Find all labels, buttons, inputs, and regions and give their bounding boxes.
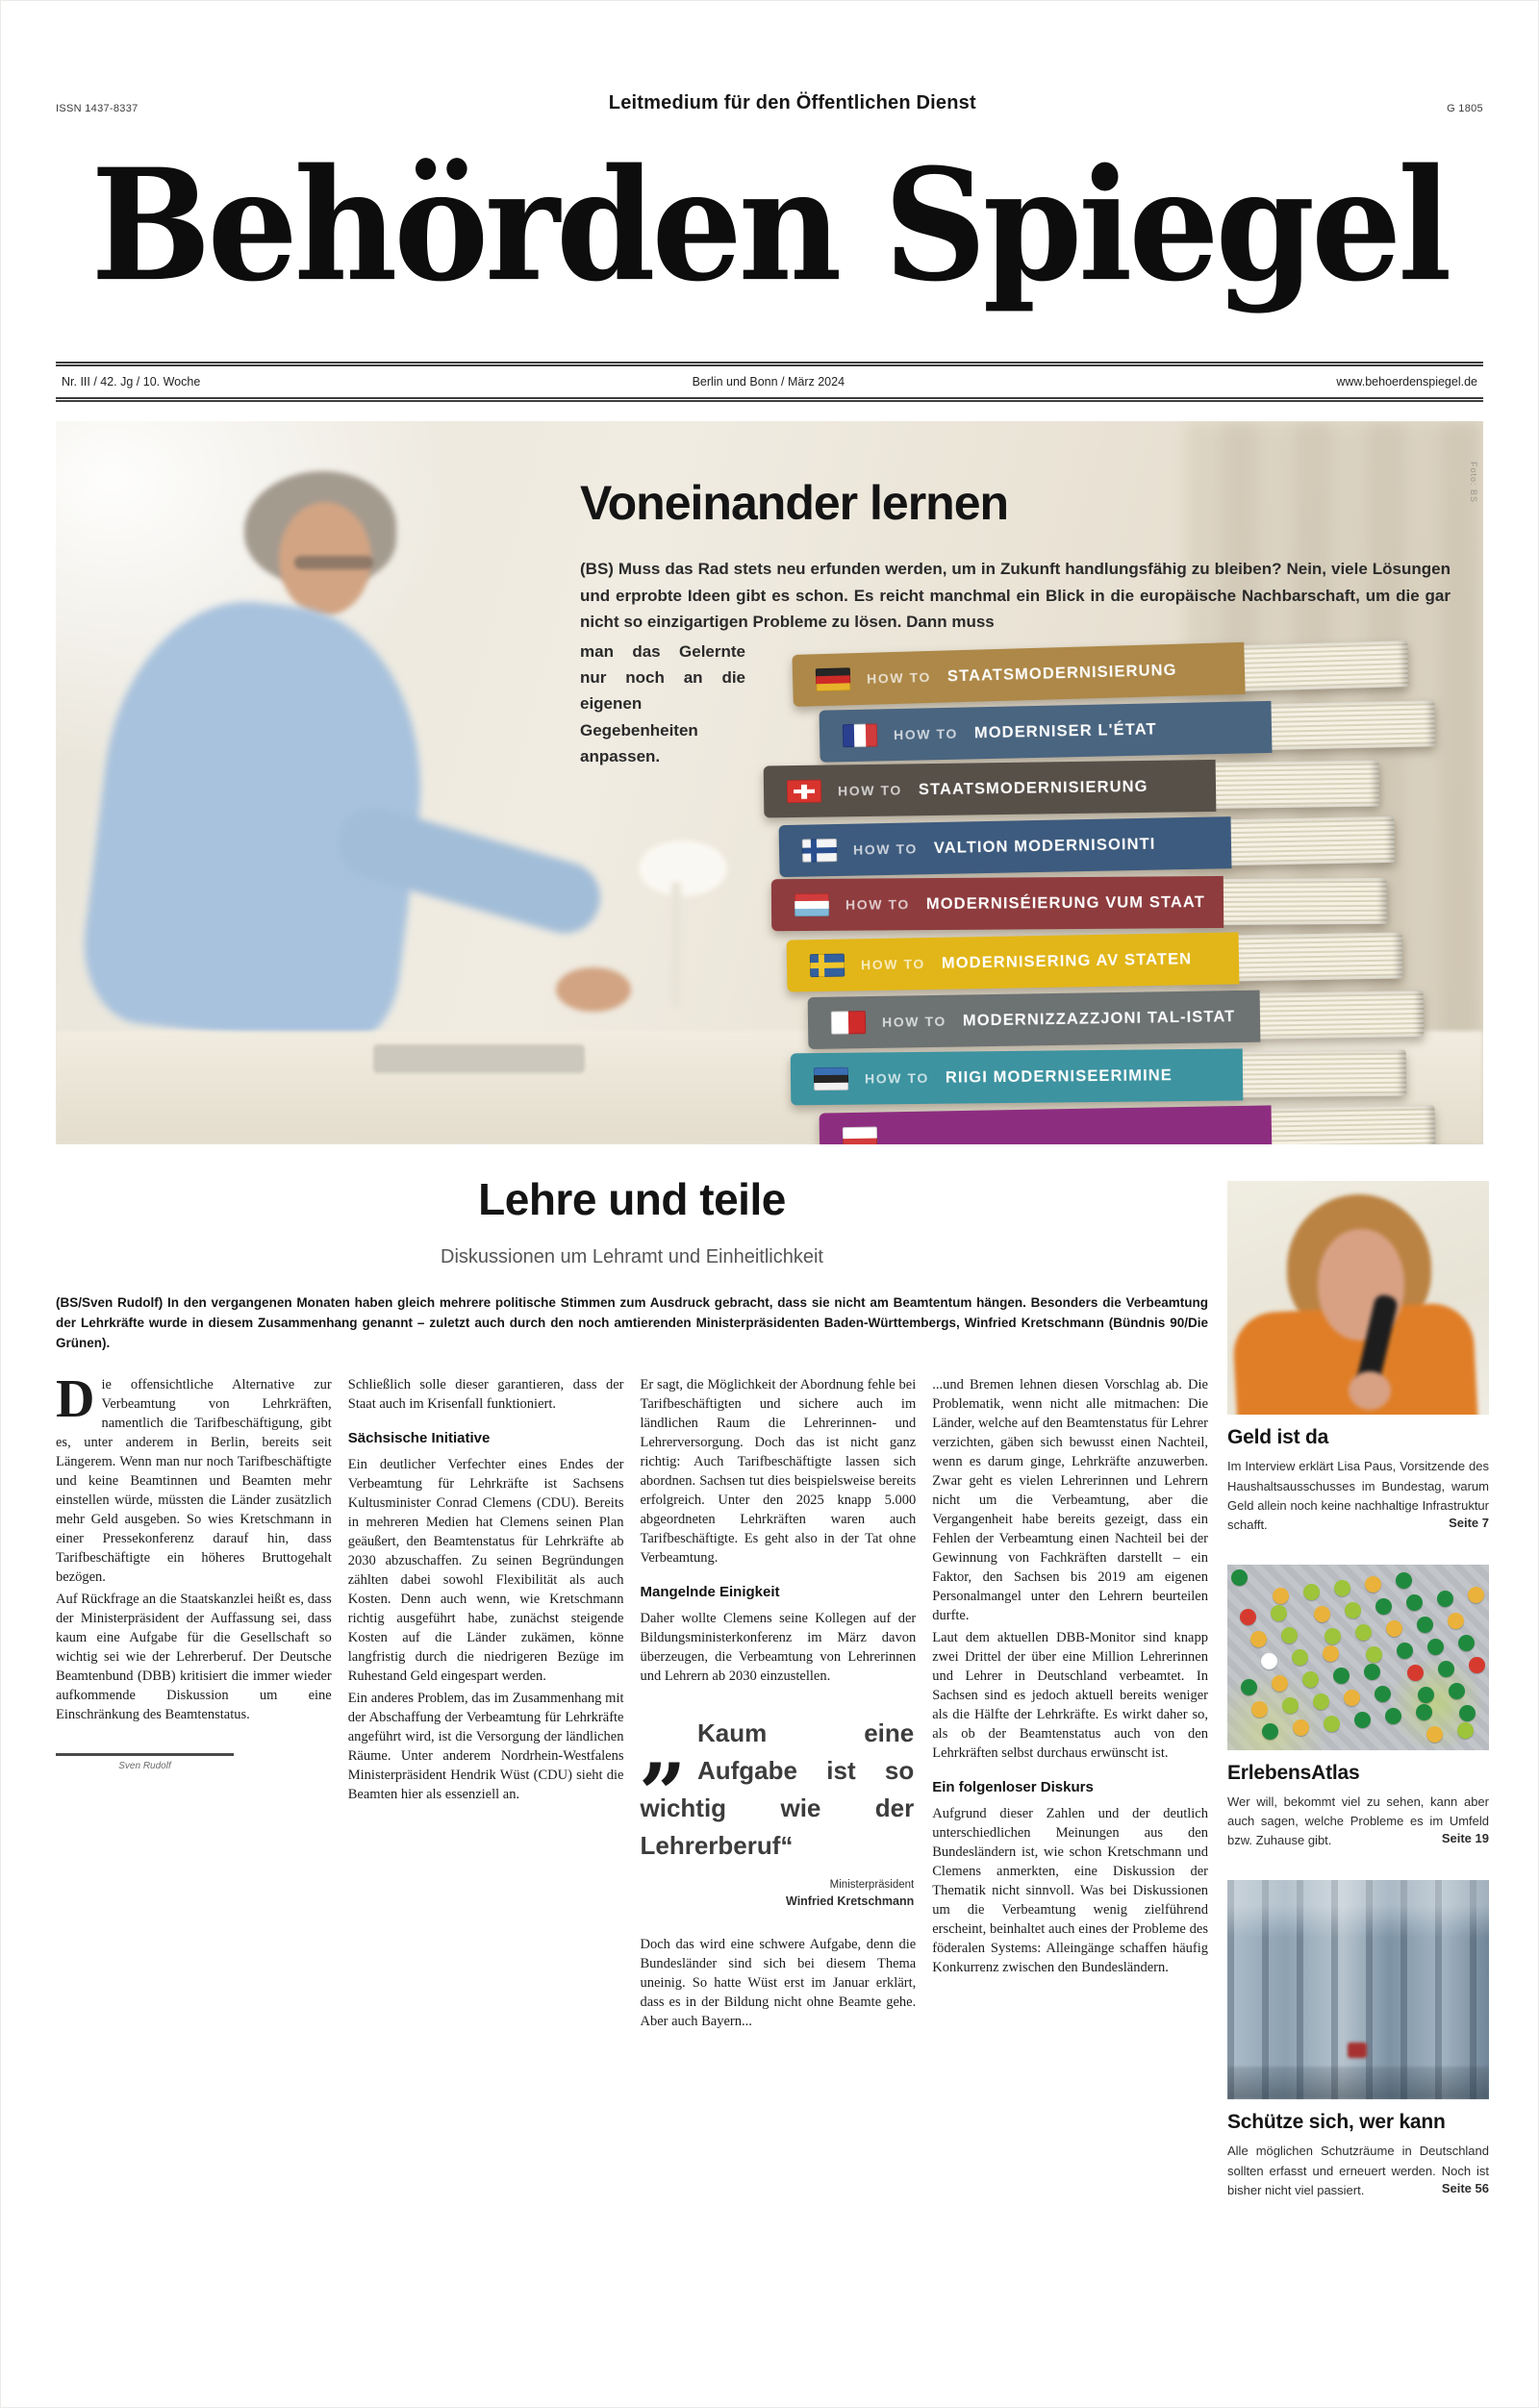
dateline-place-date: Berlin und Bonn / März 2024 — [692, 375, 845, 389]
sidebar-teasers — [1227, 1173, 1489, 2318]
book-pages — [1271, 701, 1435, 751]
article-column-1 — [56, 1369, 332, 2318]
book-spine — [808, 991, 1261, 1049]
teaser-geld-ist-da — [1227, 1181, 1489, 1530]
map-dot-icon — [1448, 1613, 1464, 1629]
map-dot-icon — [1344, 1690, 1360, 1706]
book-howto-label: HOW TO — [864, 1070, 929, 1087]
paragraph: Daher wollte Clemens seine Kollegen auf der Bildungsministerkonferenz im März davon überzeugen, die Verbeamtung von Lehrerinnen und Lehrern ab 2030 einzustellen. — [640, 1610, 917, 1684]
map-dot-icon — [1314, 1606, 1330, 1622]
map-dot-icon — [1282, 1697, 1299, 1714]
book-title: MODERNISÉIERUNG VUM STAAT — [925, 892, 1205, 914]
article-intro: (BS/Sven Rudolf) In den vergangenen Monaten haben gleich mehrere politische Stimmen zum Ausdruck gebracht, dass sie nicht am Beamtentum hängen. Besonders die Verbeamtung der Lehrkräfte wurde in diesem Zusammenhang genannt – zuletzt auch durch den noch amtierenden Ministerpräsidenten Baden-Württembergs, Winfried Kretschmann (Bündnis 90/Die Grünen). — [56, 1295, 1208, 1351]
paragraph: ...und Bremen lehnen diesen Vorschlag ab. Die Problematik, wenn nicht alle mitmachen: Die Länder, welche auf den Beamtenstatus für Lehrer verzichten, gäben sich bewusst einen Nachteil, wenn es darum ginge, Lehrkräfte anzuwerben. Zwar geht es vielen Lehrerinnen und Lehrern nicht um die Verbeamtung, aber die Vergangenheit habe bereits gezeigt, dass ein Fehlen der Verbeamtung einen Nachteil bei der Gewinnung von Fachkräften darstellt – ein Faktor, den Sachsen bis 2019 am eigenen Personalmangel unter den Lehrern beurteilen durfte. — [932, 1377, 1208, 1624]
book-howto-label: HOW TO — [837, 782, 903, 799]
map-dot-icon — [1241, 1679, 1257, 1695]
map-dot-icon — [1396, 1572, 1412, 1589]
map-dot-icon — [1416, 1704, 1432, 1720]
book-sweden — [787, 930, 1403, 992]
map-dot-icon — [1292, 1649, 1308, 1666]
article-column-3 — [641, 1375, 917, 2318]
subhead-ein-folgenloser-diskurs: Ein folgenloser Diskurs — [932, 1779, 1094, 1796]
bunker-floor-shape — [1227, 2067, 1489, 2099]
pull-quote — [640, 1697, 915, 1910]
lamp-stem-shape — [671, 883, 681, 1008]
map-dot-icon — [1427, 1639, 1444, 1655]
map-dot-icon — [1231, 1569, 1248, 1586]
article-column-4 — [932, 1375, 1208, 2318]
tagline: Leitmedium für den Öffentlichen Dienst — [608, 92, 976, 113]
book-pages — [1224, 878, 1387, 925]
germany-flag-icon — [816, 668, 851, 692]
map-dot-icon — [1302, 1671, 1319, 1688]
page-reference: Seite 56 — [1441, 2180, 1489, 2195]
map-dot-icon — [1334, 1580, 1350, 1596]
book-france — [820, 698, 1436, 763]
map-dot-icon — [1355, 1624, 1372, 1641]
quote-mark-icon: „ — [640, 1697, 688, 1795]
teaser-photo-lisa-paus — [1227, 1181, 1489, 1415]
book-title: MODERNISERING AV STATEN — [941, 950, 1193, 972]
book-pages — [1216, 761, 1380, 809]
map-dot-icon — [1313, 1693, 1329, 1710]
map-dot-icon — [1449, 1683, 1465, 1699]
quote-text: Kaum eine Aufgabe ist so wichtig wie der Lehrerberuf“ — [640, 1718, 915, 1860]
book-howto-label: HOW TO — [860, 956, 926, 973]
hero-headline: Voneinander lernen — [580, 476, 1009, 531]
dateline-website: www.behoerdenspiegel.de — [1336, 375, 1477, 389]
book-title: STAATSMODERNISIERUNG — [946, 661, 1177, 686]
lower-section — [56, 1173, 1489, 2318]
book-howto-label: HOW TO — [852, 840, 919, 859]
teaser-erlebensatlas — [1227, 1565, 1489, 1848]
book-finland — [779, 814, 1396, 877]
teaser-heading: Geld ist da — [1227, 1426, 1329, 1449]
top-strip — [0, 0, 1539, 114]
map-dot-icon — [1437, 1591, 1453, 1607]
switzerland-flag-icon — [787, 780, 821, 804]
france-flag-icon — [843, 724, 877, 748]
teaser-bunker-image — [1227, 1880, 1489, 2099]
map-dot-icon — [1417, 1617, 1433, 1633]
map-dot-icon — [1375, 1598, 1392, 1615]
book-title: MODERNIZZAZZJONI TAL-ISTAT — [962, 1007, 1236, 1030]
subhead-saechsische-initiative: Sächsische Initiative — [347, 1430, 491, 1447]
map-dot-icon — [1407, 1665, 1424, 1681]
map-dot-icon — [1333, 1668, 1350, 1684]
map-dot-icon — [1272, 1675, 1288, 1692]
map-dot-icon — [1386, 1620, 1402, 1637]
map-dot-icon — [1406, 1594, 1423, 1611]
book-switzerland — [764, 758, 1380, 818]
book-title: STAATSMODERNISIERUNG — [918, 777, 1148, 799]
book-title: RIIGI MODERNISEERIMINE — [945, 1066, 1173, 1087]
teaser-map-image — [1227, 1565, 1489, 1750]
map-dot-icon — [1345, 1602, 1361, 1618]
map-dot-icon — [1418, 1687, 1434, 1703]
book-malta — [808, 988, 1425, 1049]
paragraph: Ein deutlicher Verfechter eines Endes der Verbeamtung für Lehrkräfte ist Sachsens Kultusminister Conrad Clemens (CDU). Bereits in mehreren Medien hat Clemens seinen Plan geäußert, den Beamtenstatus für Lehrkräfte ab 2030 abzuschaffen. Zu seinen Begründungen zählten dabei sowohl Flexibilität als auch Kosten. Denn auch wenn, wie Kretschmann richtig ausgeführt habe, zunächst steigende Kosten auf die Länder zukämen, könne langfristig durch die niedrigeren Bezüge im Ruhestand Geld eingespart werden. — [347, 1456, 624, 1684]
paragraph: Ein anderes Problem, das im Zusammenhang mit der Abschaffung der Verbeamtung für Lehrkräfte angeführt wird, ist die Versorgung der ländlichen Räume. Unter anderem Nordrhein-Westfalens Ministerpräsident Hendrik Wüst (CDU) sieht die Beamten hier als essenziell an. — [347, 1690, 624, 1802]
map-dot-icon — [1323, 1645, 1339, 1662]
desk-lamp-shape — [639, 840, 727, 896]
article-title: Lehre und teile — [478, 1174, 786, 1225]
map-dot-icon — [1251, 1701, 1268, 1718]
teaser-heading: Schütze sich, wer kann — [1227, 2111, 1446, 2134]
malta-flag-icon — [831, 1011, 866, 1035]
map-dot-icon — [1366, 1646, 1382, 1663]
book-howto-label: HOW TO — [881, 1014, 947, 1031]
partial-flag-icon — [843, 1127, 877, 1144]
map-dot-icon — [1457, 1722, 1474, 1739]
book-pages — [1239, 933, 1403, 982]
paragraph: Doch das wird eine schwere Aufgabe, denn die Bundesländer sind sich bei diesem Thema uneinig. So hatte Wüst erst im Januar erklärt, dass es in der Bildung nicht ohne Beamte gehe. Aber auch Bayern... — [640, 1936, 917, 2029]
map-dot-icon — [1468, 1587, 1484, 1603]
man-hand-shape — [556, 967, 631, 1012]
issn-label: ISSN 1437-8337 — [56, 103, 139, 114]
book-spine — [787, 933, 1240, 992]
book-title: MODERNISER L'ÉTAT — [973, 720, 1157, 742]
book-stack — [764, 646, 1400, 1144]
teaser-text: Im Interview erklärt Lisa Paus, Vorsitzende des Haushaltsausschusses im Bundestag, warum Geld allein noch keine nachhaltige Infrastruktur schafft. — [1227, 1459, 1489, 1532]
book-pages — [1244, 640, 1408, 691]
glasses-shape — [294, 556, 373, 569]
article-subtitle: Diskussionen um Lehramt und Einheitlichkeit — [441, 1246, 823, 1268]
book-title: VALTION MODERNISOINTI — [933, 835, 1156, 857]
luxembourg-flag-icon — [795, 893, 829, 916]
book-pages — [1272, 1106, 1436, 1145]
hero-lead-continued: man das Gelernte nur noch an die eigenen Gegebenheiten anpassen. — [580, 641, 745, 765]
book-germany — [792, 638, 1408, 707]
main-article — [56, 1173, 1208, 2318]
map-dot-icon — [1469, 1657, 1485, 1673]
keyboard-shape — [373, 1044, 585, 1073]
article-columns — [56, 1369, 1208, 2318]
page-reference: Seite 7 — [1449, 1515, 1489, 1530]
bunker-red-object-shape — [1348, 2043, 1367, 2058]
map-dot-icon — [1250, 1631, 1267, 1647]
book-spine — [791, 1049, 1244, 1106]
teaser-heading: ErlebensAtlas — [1227, 1761, 1360, 1784]
author-note: Sven Rudolf — [56, 1753, 234, 1773]
paragraph: Schließlich solle dieser garantieren, dass der Staat auch im Krisenfall funktioniert. — [347, 1377, 624, 1413]
map-dot-icon — [1397, 1643, 1413, 1659]
map-dot-icon — [1459, 1705, 1476, 1721]
map-dot-icon — [1324, 1716, 1340, 1732]
book-partial — [820, 1103, 1436, 1145]
map-dot-icon — [1261, 1653, 1277, 1669]
map-dot-icon — [1458, 1635, 1475, 1651]
book-spine — [779, 817, 1232, 878]
paragraph: Er sagt, die Möglichkeit der Abordnung fehle bei Tarifbeschäftigten und sichere auch im ländlichen Raum die Lehrerinnen- und Lehrerversorgung. Doch das ist nicht ganz richtig: Auch Tarifbeschäftigte lassen sich abordnen. Sachsen tut dies beispielsweise bereits erfolgreich. Unter den 2025 knapp 5.000 abgeordneten Lehrkräften waren auch Tarifbeschäftigte. Es geht also in der Tat ohne Verbeamtung. — [640, 1377, 917, 1567]
paragraph: Die offensichtliche Alternative zur Verbeamtung von Lehrkräften, namentlich die Tarifbeschäftigung, gibt es, unter anderem in Berlin, bereits seit Längerem. Wenn man nur noch Tarifbeschäftigte und keine Beamtinnen und Beamten mehr einstellen würde, müssten die Länder zusätzlich mehr Geld ausgeben. So wies Kretschmann in einer Pressekonferenz darauf hin, dass Tarifbeschäftigte ein höheres Bruttogehalt bezögen. — [56, 1369, 332, 1586]
hero-photo — [56, 421, 1483, 1144]
map-dot-icon — [1273, 1588, 1289, 1604]
book-spine — [792, 642, 1245, 707]
quote-attribution — [641, 1878, 915, 1910]
map-dot-icon — [1364, 1664, 1380, 1680]
book-howto-label: HOW TO — [845, 896, 910, 914]
map-dot-icon — [1293, 1719, 1309, 1736]
book-howto-label: HOW TO — [893, 726, 959, 743]
book-spine — [820, 701, 1273, 763]
quote-attribution-role: Ministerpräsident — [829, 1878, 915, 1891]
map-dot-icon — [1240, 1609, 1256, 1625]
map-dot-icon — [1262, 1723, 1278, 1740]
dateline-issue: Nr. III / 42. Jg / 10. Woche — [62, 375, 201, 389]
book-luxembourg — [771, 875, 1387, 931]
subhead-mangelnde-einigkeit: Mangelnde Einigkeit — [640, 1584, 780, 1601]
map-dot-icon — [1303, 1584, 1320, 1600]
map-dot-icon — [1271, 1605, 1287, 1621]
book-spine — [764, 760, 1217, 818]
book-spine — [820, 1106, 1273, 1145]
teaser-text: Alle möglichen Schutzräume in Deutschland sollten erfasst und erneuert werden. Noch ist bisher nicht viel passiert. — [1227, 2144, 1489, 2197]
map-dot-icon — [1365, 1576, 1381, 1593]
page-reference: Seite 19 — [1441, 1831, 1489, 1846]
quote-attribution-name: Winfried Kretschmann — [786, 1894, 915, 1908]
masthead-title: Behörden Spiegel — [90, 134, 1449, 315]
dateline — [56, 362, 1483, 402]
book-estonia — [791, 1047, 1407, 1106]
map-dot-icon — [1375, 1686, 1391, 1702]
map-dot-icon — [1426, 1726, 1443, 1743]
estonia-flag-icon — [814, 1067, 848, 1091]
paragraph: Laut dem aktuellen DBB-Monitor sind knapp zwei Drittel der über eine Million Lehrerinnen und Lehrer in Deutschland verbeamtet. In Sachsen sind es jedoch aktuell bereits weniger als die Hälfte der Lehrkräfte. Es wirkt daher so, als ob der Beamtenstatus auch von den Lehrkräften selbst durchaus erwünscht ist. — [932, 1630, 1208, 1762]
book-pages — [1243, 1050, 1406, 1098]
paragraph: Auf Rückfrage an die Staatskanzlei heißt es, dass der Ministerpräsident der Auffassung sei, dass kaum eine Aufgabe für die Gesellschaft so wichtig sei wie der Lehrerberuf. Der Deutsche Beamtenbund (DBB) kritisiert die immer wieder aufkommende Diskussion um eine Einschränkung des Beamtenstatus. — [56, 1592, 332, 1723]
book-pages — [1231, 816, 1396, 865]
photo-credit: Foto: BS — [1469, 462, 1478, 504]
map-dot-icon — [1325, 1628, 1341, 1644]
hero-lead: (BS) Muss das Rad stets neu erfunden werden, um in Zukunft handlungsfähig zu bleiben? Nein, viele Lösungen und erprobte Ideen gibt es schon. Es reicht manchmal ein Blick in die europäische Nachbarschaft, um die gar nicht so einzigartigen Probleme zu lösen. Dann muss — [580, 560, 1451, 631]
paragraph: Aufgrund dieser Zahlen und der deutlich unterschiedlichen Meinungen aus den Bundesländern ist, wie schon Kretschmann und Clemens anmerkten, eine Diskussion der Thematik nicht sinnvoll. Was bei Diskussionen um die Verbeamtung wenig zielführend erscheint, beinhaltet auch eines der Probleme des föderalen Systems: Alleingänge schaffen häufig Konkurrenz zwischen den Bundesländern. — [932, 1805, 1208, 1975]
book-spine — [771, 876, 1224, 931]
article-column-2 — [348, 1375, 624, 2318]
map-dot-icon — [1438, 1661, 1454, 1677]
sweden-flag-icon — [810, 954, 845, 978]
map-dot-icon — [1385, 1708, 1401, 1724]
map-dot-icon — [1281, 1627, 1298, 1643]
teaser-schutzraeume — [1227, 1880, 1489, 2195]
book-howto-label: HOW TO — [866, 669, 932, 688]
finland-flag-icon — [802, 839, 837, 863]
map-dot-icon — [1354, 1712, 1371, 1728]
teaser-text: Wer will, bekommt viel zu sehen, kann aber auch sagen, welche Probleme es im Umfeld bzw. Zuhause gibt. — [1227, 1793, 1489, 1848]
edition-code: G 1805 — [1447, 103, 1483, 114]
book-pages — [1260, 991, 1425, 1040]
